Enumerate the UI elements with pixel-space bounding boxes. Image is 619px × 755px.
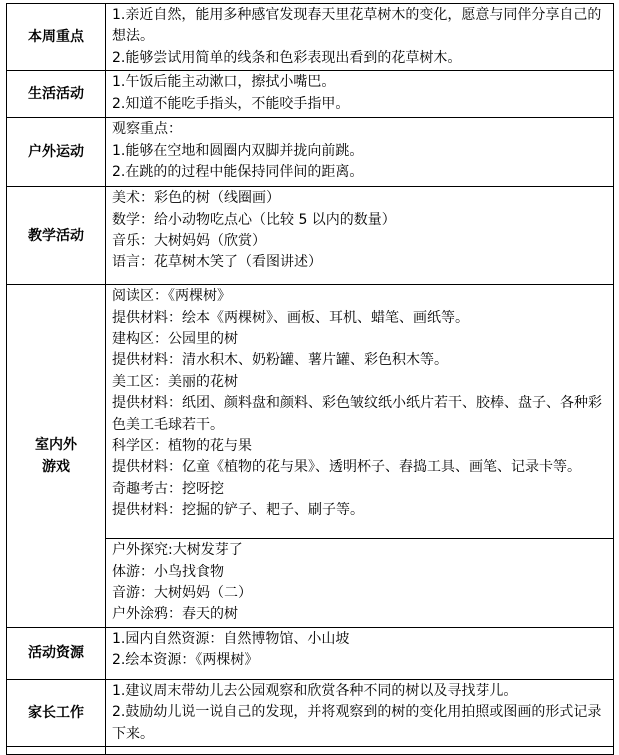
text-line: 2.鼓励幼儿说一说自己的发现，并将观察到的树的变化用拍照或图画的形式记录下来。 [112, 704, 602, 742]
content-daily-life [106, 71, 614, 118]
text-line: 音游：大树妈妈（二） [112, 585, 252, 602]
text-line: 1.建议周末带幼儿去公园观察和欣赏各种不同的树以及寻找芽儿。 [112, 682, 518, 699]
label-weekly-focus: 本周重点 [7, 4, 106, 71]
text-line: 户外探究:大树发芽了 [112, 542, 243, 559]
text-line: 提供材料：挖掘的铲子、耙子、刷子等。 [112, 502, 364, 519]
row-activity-resources [7, 627, 614, 679]
text-line: 1.园内自然资源：自然博物馆、小山坡 [112, 630, 350, 647]
label-line: 室内外 [35, 437, 77, 454]
text-line: 建构区：公园里的树 [112, 331, 238, 348]
text-line: 1.午饭后能主动漱口，擦拭小嘴巴。 [112, 74, 336, 91]
text-line: 美工区：美丽的花树 [112, 373, 238, 390]
text-line: 2.绘本资源：《两棵树》 [112, 652, 259, 669]
content-teaching-activities [106, 187, 614, 285]
text-line: 提供材料：纸团、颜料盘和颜料、彩色皱纹纸小纸片若干、胶棒、盘子、各种彩色美工毛球若干。 [112, 395, 602, 433]
label-indoor-outdoor-games [7, 285, 106, 628]
row-parent-work [7, 679, 614, 746]
label-teaching-activities: 教学活动 [7, 187, 106, 285]
label-line: 游戏 [42, 459, 70, 476]
label-outdoor-sports: 户外运动 [7, 118, 106, 187]
text-line: 观察重点： [112, 121, 182, 138]
row-teaching-activities [7, 187, 614, 285]
content-weekly-focus [106, 4, 614, 71]
label-parent-work: 家长工作 [7, 679, 106, 746]
text-line: 体游：小鸟找食物 [112, 563, 224, 580]
content-activity-resources [106, 627, 614, 679]
text-line: 提供材料：清水积木、奶粉罐、薯片罐、彩色积木等。 [112, 352, 448, 369]
content-indoor-games [106, 285, 614, 539]
row-daily-life [7, 71, 614, 118]
content-outdoor-games [106, 539, 614, 628]
text-line: 提供材料：亿童《植物的花与果》、透明杯子、舂捣工具、画笔、记录卡等。 [112, 459, 581, 476]
text-line: 2.在跳的的过程中能保持同伴间的距离。 [112, 164, 364, 181]
row-weekly-focus [7, 4, 614, 71]
text-line: 美术：彩色的树（线圈画） [112, 190, 280, 207]
text-line: 数学：给小动物吃点心（比较 5 以内的数量） [112, 211, 396, 228]
text-line: 科学区：植物的花与果 [112, 438, 252, 455]
row-outdoor-sports [7, 118, 614, 187]
text-line: 提供材料：绘本《两棵树》、画板、耳机、蜡笔、画纸等。 [112, 309, 469, 326]
row-indoor-games [7, 285, 614, 539]
label-daily-life: 生活活动 [7, 71, 106, 118]
content-outdoor-sports [106, 118, 614, 187]
content-parent-work [106, 679, 614, 746]
text-line: 户外涂鸦：春天的树 [112, 606, 238, 623]
text-line: 1.能够在空地和圆圈内双脚并拢向前跳。 [112, 142, 364, 159]
text-line: 1.亲近自然，能用多种感官发现春天里花草树木的变化，愿意与同伴分享自己的想法。 [112, 7, 602, 45]
text-line: 语言：花草树木笑了（看图讲述） [112, 254, 322, 271]
text-line: 音乐：大树妈妈（欣赏） [112, 233, 266, 250]
label-activity-resources: 活动资源 [7, 627, 106, 679]
text-line: 奇趣考古：挖呀挖 [112, 480, 224, 497]
text-line: 2.能够尝试用简单的线条和色彩表现出看到的花草树木。 [112, 49, 462, 66]
text-line: 2.知道不能吃手指头，不能咬手指甲。 [112, 95, 350, 112]
text-line: 阅读区：《两棵树》 [112, 288, 231, 305]
weekly-plan-table [6, 3, 614, 755]
